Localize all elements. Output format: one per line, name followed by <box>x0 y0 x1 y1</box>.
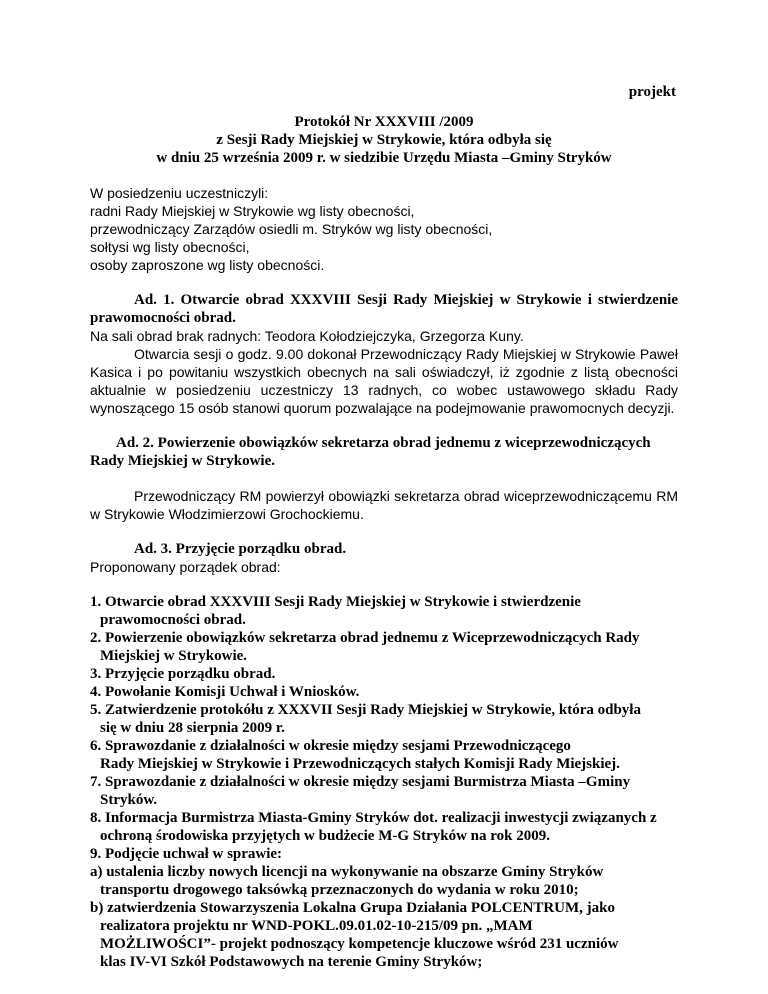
ad2-heading: Ad. 2. Powierzenie obowiązków sekretarza obrad jednemu z wiceprzewodniczących Rady Miejskiej w Strykowie. <box>90 435 651 469</box>
ad3-heading: Ad. 3. Przyjęcie porządku obrad. <box>134 541 347 557</box>
ad1-text: Otwarcia sesji o godz. 9.00 dokonał Przewodniczący Rady Miejskiej w Strykowie Paweł Kasica i po powitaniu wszystkich obecnych na sali oświadczył, iż zgodnie z listą obecności aktualnie w posiedzeniu uczestniczy 13 radnych, co wobec ustawowego składu Rady wynoszącego 15 osób stanowi quorum pozwalające na podejmowanie prawomocnych decyzji. <box>90 346 678 416</box>
agenda-item: 4. Powołanie Komisji Uchwał i Wniosków. <box>90 684 360 700</box>
title-line: w dniu 25 września 2009 r. w siedzibie Urzędu Miasta –Gminy Stryków <box>156 150 612 166</box>
agenda-item: 3. Przyjęcie porządku obrad. <box>90 666 276 682</box>
attendance-item: osoby zaproszone wg listy obecności. <box>90 257 325 273</box>
attendance-intro: W posiedzeniu uczestniczyli: <box>90 185 269 201</box>
section-ad2 <box>90 434 678 523</box>
agenda-item: 7. Sprawozdanie z działalności w okresie między sesjami Burmistrza Miasta –Gminy Stryków. <box>90 774 631 808</box>
agenda-item: 1. Otwarcie obrad XXXVIII Sesji Rady Miejskiej w Strykowie i stwierdzenie prawomocności obrad. <box>90 594 581 628</box>
agenda-item: 8. Informacja Burmistrza Miasta-Gminy Stryków dot. realizacji inwestycji związanych z ochroną środowiska przyjętych w budżecie M-G Stryków na rok 2009. <box>90 810 657 844</box>
agenda-item: 2. Powierzenie obowiązków sekretarza obrad jednemu z Wiceprzewodniczących Rady Miejskiej w Strykowie. <box>90 630 640 664</box>
section-ad1 <box>90 291 678 417</box>
attendance-block <box>90 184 678 274</box>
ad3-intro: Proponowany porządek obrad: <box>90 559 281 575</box>
title-line: Protokół Nr XXXVIII /2009 <box>294 114 474 130</box>
agenda-item: 9. Podjęcie uchwał w sprawie: <box>90 846 283 862</box>
document-page <box>90 83 678 971</box>
ad1-absent: Na sali obrad brak radnych: Teodora Kołodziejczyka, Grzegorza Kuny. <box>90 328 524 344</box>
agenda-subitem: b) zatwierdzenia Stowarzyszenia Lokalna Grupa Działania POLCENTRUM, jako realizatora projektu nr WND-POKL.09.01.02-10-215/09 pn. „MAM MOŻLIWOŚCI”- projekt podnoszący kompetencje kluczowe wśród 231 uczniów klas IV-VI Szkół Podstawowych na terenie Gminy Stryków; <box>90 900 619 970</box>
section-ad3 <box>90 540 678 576</box>
draft-label: projekt <box>628 84 676 100</box>
attendance-item: radni Rady Miejskiej w Strykowie wg listy obecności, <box>90 203 415 219</box>
ad1-heading: Ad. 1. Otwarcie obrad XXXVIII Sesji Rady Miejskiej w Strykowie i stwierdzenie prawomocności obrad. <box>90 292 678 326</box>
agenda-item: 5. Zatwierdzenie protokółu z XXXVII Sesji Rady Miejskiej w Strykowie, która odbyła się w dniu 28 sierpnia 2009 r. <box>90 702 641 736</box>
agenda-subitem: a) ustalenia liczby nowych licencji na wykonywanie na obszarze Gminy Stryków transportu drogowego taksówką przeznaczonych do wydania w roku 2010; <box>90 864 604 898</box>
title-line: z Sesji Rady Miejskiej w Strykowie, która odbyła się <box>216 132 552 148</box>
protocol-title <box>90 113 678 167</box>
agenda-list <box>90 593 678 971</box>
attendance-item: przewodniczący Zarządów osiedli m. Stryków wg listy obecności, <box>90 221 493 237</box>
attendance-item: sołtysi wg listy obecności, <box>90 239 250 255</box>
agenda-item: 6. Sprawozdanie z działalności w okresie między sesjami Przewodniczącego Rady Miejskiej w Strykowie i Przewodniczących stałych Komisji Rady Miejskiej. <box>90 738 620 772</box>
ad2-text: Przewodniczący RM powierzył obowiązki sekretarza obrad wiceprzewodniczącemu RM w Strykowie Włodzimierzowi Grochockiemu. <box>90 488 678 522</box>
